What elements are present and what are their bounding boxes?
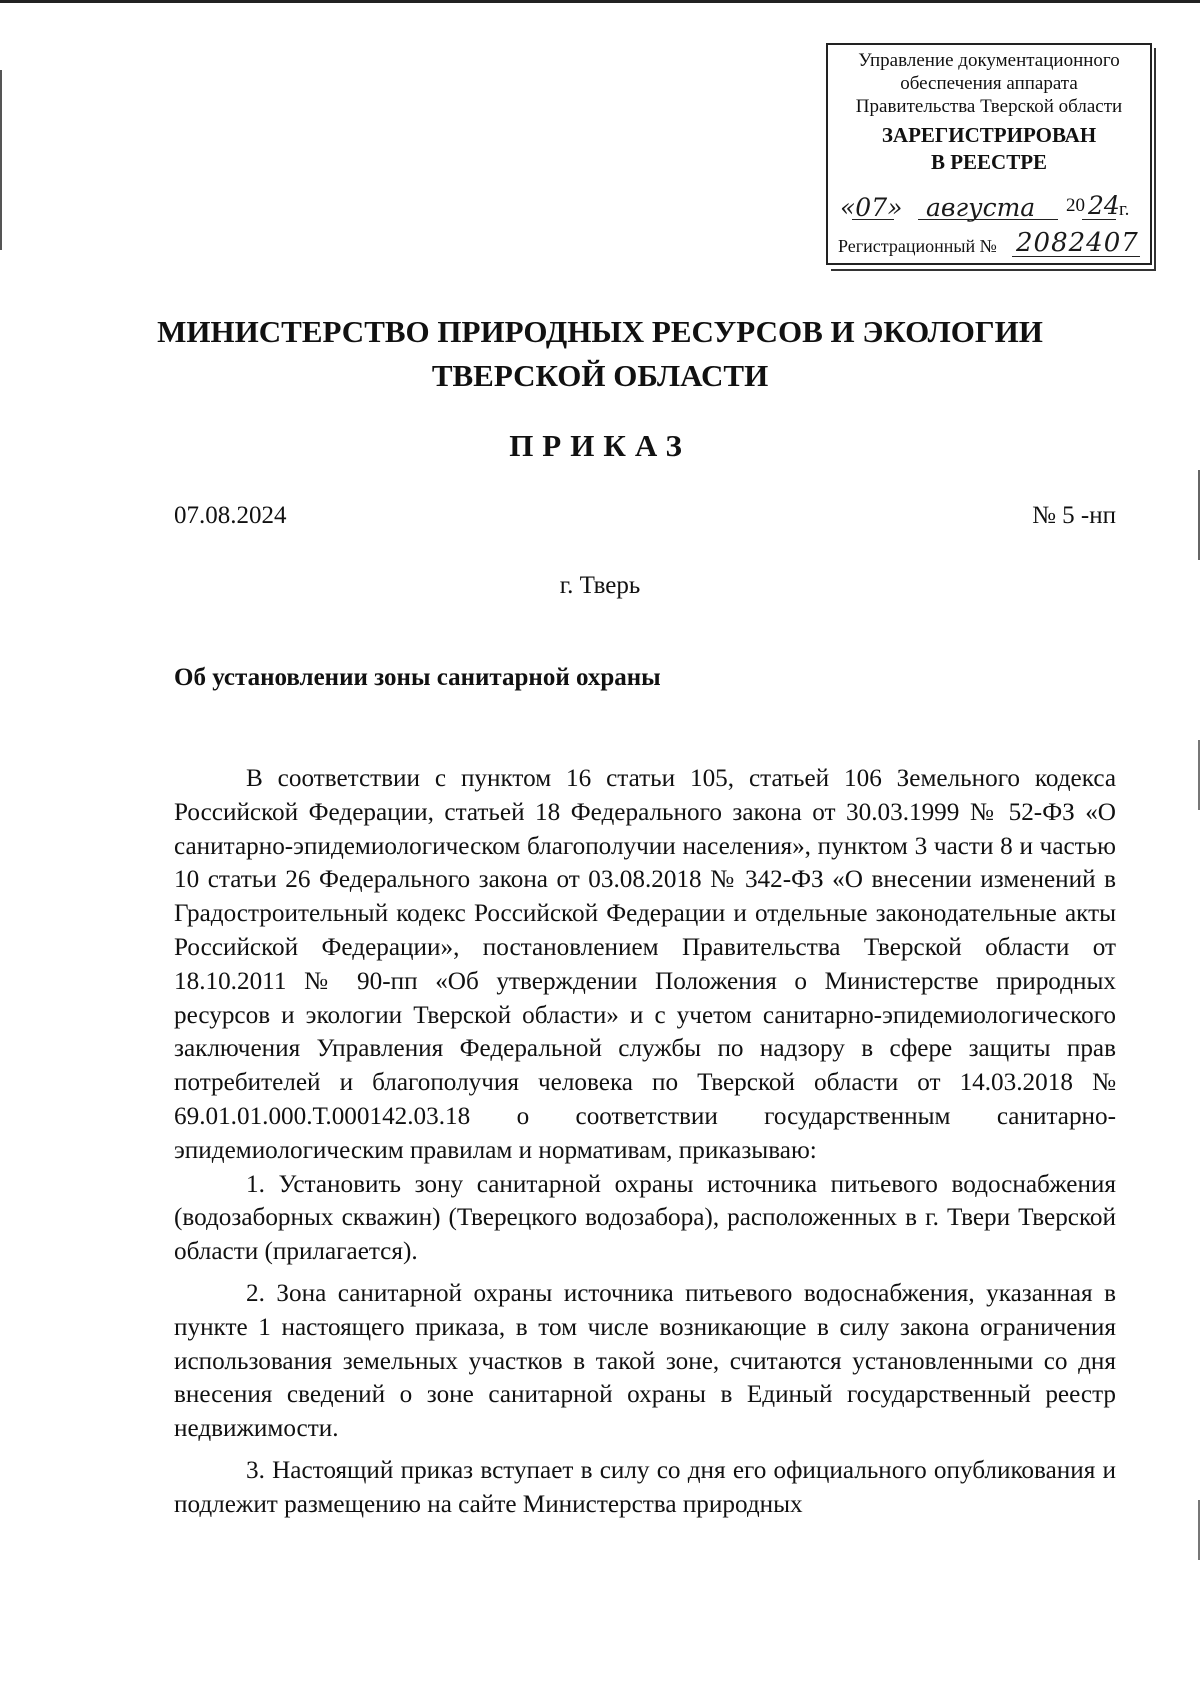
document-type-title: ПРИКАЗ xyxy=(509,428,691,463)
stamp-year-prefix: 20 xyxy=(1066,195,1085,216)
stamp-reg-label: Регистрационный № xyxy=(838,236,997,256)
stamp-registered-line2: В РЕЕСТРЕ xyxy=(930,150,1048,174)
clause-2: 2. Зона санитарной охраны источника питьевого водоснабжения, указанная в пункте 1 настоящего приказа, в том числе возникающие в силу закона ограничения использования земельных участков в такой зоне, считаются установленными со дня внесения сведений о зоне санитарной охраны в Единый государственный реестр недвижимости. xyxy=(174,1279,1116,1443)
stamp-reg-underline xyxy=(1012,256,1140,257)
stamp-open-quote: « xyxy=(840,193,856,222)
stamp-year-suffix: 24 xyxy=(1088,191,1120,220)
stamp-year-underline xyxy=(1082,219,1116,220)
stamp-reg-number: 2082407 xyxy=(1016,228,1139,258)
order-number: № 5 -нп xyxy=(1032,502,1116,529)
scan-edge-left xyxy=(0,70,2,250)
stamp-day-underline xyxy=(852,219,894,220)
stamp-office-line2: обеспечения аппарата xyxy=(900,73,1078,94)
stamp-date-day xyxy=(840,193,902,222)
stamp-month-underline xyxy=(918,219,1058,220)
stamp-office-line3: Правительства Тверской области xyxy=(855,96,1123,117)
registration-stamp xyxy=(826,43,1152,265)
order-body xyxy=(174,762,1116,1522)
order-date: 07.08.2024 xyxy=(174,502,287,529)
ministry-line2: ТВЕРСКОЙ ОБЛАСТИ xyxy=(431,358,769,393)
ministry-line1: МИНИСТЕРСТВО ПРИРОДНЫХ РЕСУРСОВ И ЭКОЛОГИИ xyxy=(157,314,1043,349)
clause-3: 3. Настоящий приказ вступает в силу со дня его официального опубликования и подлежит размещению на сайте Министерства природных xyxy=(174,1456,1116,1518)
preamble-paragraph: В соответствии с пунктом 16 статьи 105, статьей 106 Земельного кодекса Российской Федерации, статьей 18 Федерального закона от 30.03.1999 № 52-ФЗ «О санитарно-эпидемиологическом благополучии населения», пунктом 3 части 8 и частью 10 статьи 26 Федерального закона от 03.08.2018 № 342-ФЗ «О внесении изменений в Градостроительный кодекс Российской Федерации и отдельные законодательные акты Российской Федерации», постановлением Правительства Тверской области от 18.10.2011 № 90-пп «Об утверждении Положения о Министерстве природных ресурсов и экологии Тверской области» и с учетом санитарно-эпидемиологического заключения Управления Федеральной службы по надзору в сфере защиты прав потребителей и благополучия человека по Тверской области от 14.03.2018 № 69.01.01.000.Т.000142.03.18 о соответствии государственным санитарно-эпидемиологическим правилам и нормативам, приказываю: xyxy=(174,765,1116,1164)
stamp-office-line1: Управление документационного xyxy=(858,50,1120,71)
stamp-day: 07 xyxy=(855,193,888,222)
ministry-heading xyxy=(0,310,1200,398)
stamp-year-unit: г. xyxy=(1119,199,1130,220)
issue-city: г. Тверь xyxy=(559,572,641,599)
stamp-close-quote: » xyxy=(887,193,903,222)
scan-edge-top xyxy=(0,0,1200,3)
clause-1: 1. Установить зону санитарной охраны источника питьевого водоснабжения (водозаборных скважин) (Тверецкого водозабора), расположенных в г. Твери Тверской области (прилагается). xyxy=(174,1170,1116,1266)
stamp-registered-line1: ЗАРЕГИСТРИРОВАН xyxy=(881,123,1097,147)
stamp-date-row xyxy=(838,191,1138,227)
stamp-date-month: августа xyxy=(926,193,1036,222)
order-subject: Об установлении зоны санитарной охраны xyxy=(174,664,661,691)
stamp-reg-number-row xyxy=(836,230,1156,262)
